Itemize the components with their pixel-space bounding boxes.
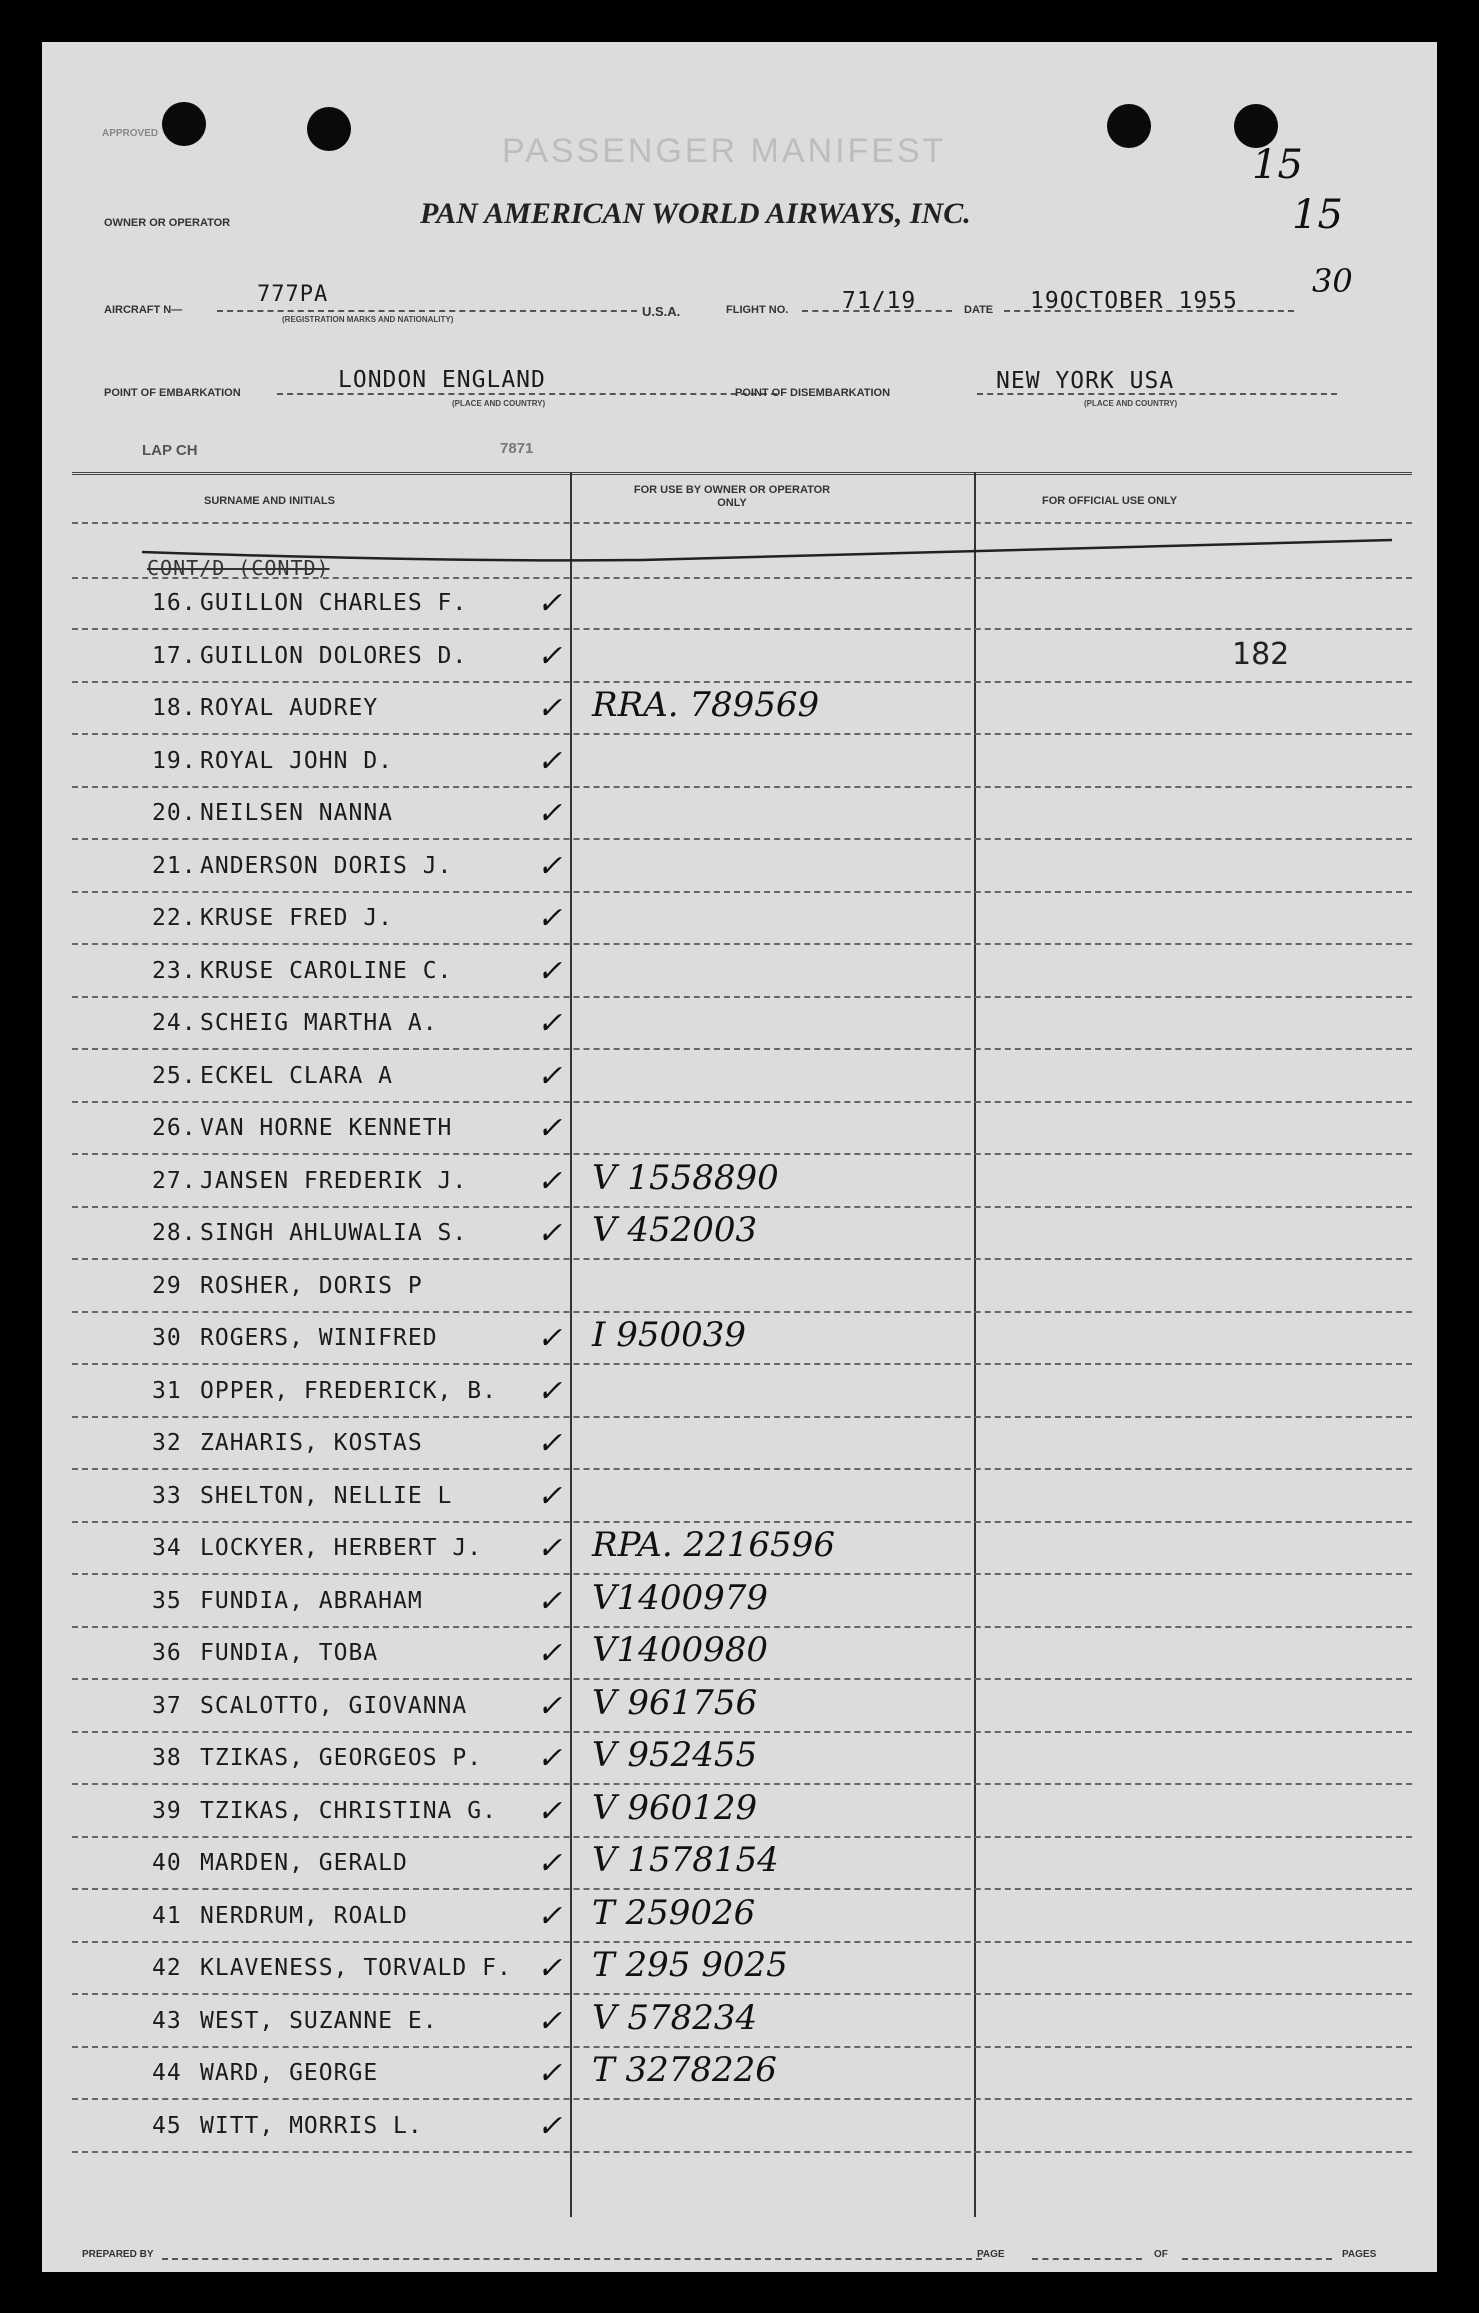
passenger-row bbox=[42, 1945, 1437, 2002]
owner-label: OWNER OR OPERATOR bbox=[104, 217, 231, 229]
passport-number: V1400979 bbox=[592, 1577, 768, 1618]
check-mark: ✓ bbox=[537, 1111, 563, 1146]
passenger-surname: WEST, SUZANNE E. bbox=[200, 2007, 438, 2034]
passenger-name bbox=[152, 1430, 423, 1456]
passenger-row bbox=[42, 952, 1437, 1005]
passenger-name bbox=[152, 643, 467, 669]
row-divider bbox=[72, 891, 1412, 893]
passenger-name bbox=[152, 1168, 467, 1194]
passenger-row bbox=[42, 1892, 1437, 1950]
passenger-surname: WARD, GEORGE bbox=[200, 2060, 379, 2086]
row-divider bbox=[72, 1206, 1412, 1208]
passenger-row bbox=[42, 1787, 1437, 1845]
row-divider bbox=[72, 1888, 1412, 1890]
passenger-row bbox=[42, 637, 1437, 690]
manifest-sheet bbox=[42, 42, 1437, 2272]
passenger-number: 38 bbox=[152, 1745, 182, 1771]
check-mark: ✓ bbox=[537, 691, 563, 726]
passenger-name bbox=[152, 1588, 423, 1614]
passenger-number: 39 bbox=[152, 1797, 182, 1824]
check-mark: ✓ bbox=[537, 1163, 563, 1199]
passenger-number: 27. bbox=[152, 1167, 197, 1194]
row-divider bbox=[72, 2151, 1412, 2153]
row-divider bbox=[72, 1941, 1412, 1943]
check-mark: ✓ bbox=[537, 1741, 563, 1776]
passenger-row bbox=[42, 2107, 1437, 2160]
disembarkation-value: NEW YORK USA bbox=[996, 368, 1175, 394]
check-mark: ✓ bbox=[537, 638, 563, 674]
passenger-surname: ROYAL AUDREY bbox=[200, 695, 379, 721]
passenger-surname: KRUSE CAROLINE C. bbox=[200, 957, 453, 984]
passenger-number: 32 bbox=[152, 1430, 182, 1456]
margin-mark-1: 15 bbox=[1252, 142, 1303, 188]
passport-number: V1400980 bbox=[592, 1630, 768, 1670]
passenger-number: 24. bbox=[152, 1010, 197, 1036]
passenger-row bbox=[42, 1109, 1437, 1162]
check-mark: ✓ bbox=[537, 953, 563, 989]
check-mark: ✓ bbox=[537, 743, 563, 779]
passport-number: RPA. 2216596 bbox=[592, 1525, 835, 1565]
passport-number: T 295 9025 bbox=[592, 1945, 788, 1985]
date-label: DATE bbox=[964, 304, 994, 316]
check-mark: ✓ bbox=[537, 1321, 563, 1356]
passenger-number: 16. bbox=[152, 590, 197, 616]
passenger-surname: LOCKYER, HERBERT J. bbox=[200, 1535, 483, 1561]
row-divider bbox=[72, 1731, 1412, 1733]
passenger-number: 41 bbox=[152, 1902, 182, 1929]
check-mark: ✓ bbox=[537, 2108, 563, 2144]
check-mark: ✓ bbox=[537, 1898, 563, 1934]
row-divider bbox=[72, 1468, 1412, 1470]
aircraft-label: AIRCRAFT N— bbox=[104, 304, 183, 316]
passenger-number: 33 bbox=[152, 1482, 182, 1509]
check-mark: ✓ bbox=[537, 1793, 563, 1829]
row-divider bbox=[72, 2046, 1412, 2048]
flight-number: 71/19 bbox=[842, 288, 917, 314]
passenger-name bbox=[152, 1220, 467, 1246]
punch-hole bbox=[162, 102, 206, 146]
check-mark: ✓ bbox=[537, 1426, 563, 1461]
row-divider bbox=[72, 1521, 1412, 1523]
passenger-surname: ROYAL JOHN D. bbox=[200, 747, 394, 774]
passenger-number: 31 bbox=[152, 1377, 182, 1404]
check-mark: ✓ bbox=[537, 1006, 563, 1041]
company-name: PAN AMERICAN WORLD AIRWAYS, INC. bbox=[420, 197, 971, 230]
passenger-number: 36 bbox=[152, 1640, 182, 1666]
passenger-number: 40 bbox=[152, 1850, 182, 1876]
passenger-surname: ROGERS, WINIFRED bbox=[200, 1325, 438, 1351]
aircraft-value: 777PA bbox=[257, 282, 329, 307]
passenger-row bbox=[42, 1267, 1437, 1320]
row-divider bbox=[72, 838, 1412, 840]
check-mark: ✓ bbox=[537, 1636, 563, 1671]
passenger-name bbox=[152, 1955, 512, 1981]
passenger-row bbox=[42, 847, 1437, 900]
passenger-row bbox=[42, 1477, 1437, 1530]
official-entry: 182 bbox=[1232, 636, 1290, 672]
passenger-name bbox=[152, 1745, 482, 1771]
check-mark: ✓ bbox=[537, 796, 563, 831]
passenger-name bbox=[152, 1483, 452, 1509]
passenger-row bbox=[42, 1577, 1437, 1635]
passenger-number: 19. bbox=[152, 747, 197, 774]
passenger-name bbox=[152, 1535, 482, 1561]
strike-stroke bbox=[142, 532, 1402, 572]
check-mark: ✓ bbox=[537, 1216, 563, 1251]
passenger-name bbox=[152, 800, 393, 826]
row-divider bbox=[72, 1416, 1412, 1418]
passenger-surname: NERDRUM, ROALD bbox=[200, 1902, 408, 1929]
row-divider bbox=[72, 1836, 1412, 1838]
row-divider bbox=[72, 996, 1412, 998]
passport-number: V 960129 bbox=[592, 1787, 758, 1828]
row-divider bbox=[72, 733, 1412, 735]
passenger-surname: FUNDIA, TOBA bbox=[200, 1640, 379, 1666]
passenger-surname: ZAHARIS, KOSTAS bbox=[200, 1430, 423, 1456]
passenger-surname: ANDERSON DORIS J. bbox=[200, 852, 453, 879]
check-mark: ✓ bbox=[537, 901, 563, 936]
row-divider bbox=[72, 1678, 1412, 1680]
check-mark: ✓ bbox=[537, 2003, 563, 2039]
passenger-row bbox=[42, 899, 1437, 952]
passenger-name bbox=[152, 853, 452, 879]
passenger-row bbox=[42, 742, 1437, 795]
passport-number: V 1558890 bbox=[592, 1157, 779, 1198]
check-mark: ✓ bbox=[537, 1478, 563, 1514]
column-owner-use: FOR USE BY OWNER OR OPERATOR ONLY bbox=[633, 484, 831, 509]
passenger-row bbox=[42, 1735, 1437, 1792]
passenger-name bbox=[152, 2008, 438, 2034]
form-title: PASSENGER MANIFEST bbox=[502, 132, 947, 170]
passenger-surname: ROSHER, DORIS P bbox=[200, 1272, 423, 1299]
check-mark: ✓ bbox=[537, 586, 563, 621]
passenger-row bbox=[42, 1315, 1437, 1372]
passenger-number: 22. bbox=[152, 905, 197, 931]
passenger-number: 30 bbox=[152, 1325, 182, 1351]
passenger-number: 25. bbox=[152, 1062, 197, 1089]
passenger-number: 26. bbox=[152, 1115, 197, 1141]
passenger-name bbox=[152, 1063, 393, 1089]
passenger-name bbox=[152, 905, 393, 931]
passenger-number: 44 bbox=[152, 2060, 182, 2086]
passenger-name bbox=[152, 748, 393, 774]
column-surname: SURNAME AND INITIALS bbox=[204, 495, 335, 507]
passenger-surname: TZIKAS, CHRISTINA G. bbox=[200, 1797, 497, 1824]
passenger-row bbox=[42, 584, 1437, 637]
row-divider bbox=[72, 1311, 1412, 1313]
passenger-surname: KRUSE FRED J. bbox=[200, 905, 394, 931]
pages-label: PAGES bbox=[1342, 2249, 1377, 2260]
passenger-surname: NEILSEN NANNA bbox=[200, 800, 394, 826]
check-mark: ✓ bbox=[537, 2056, 563, 2091]
passenger-row bbox=[42, 1682, 1437, 1740]
check-mark: ✓ bbox=[537, 1531, 563, 1566]
passenger-name bbox=[152, 1640, 378, 1666]
row-divider bbox=[72, 1048, 1412, 1050]
passenger-number: 35 bbox=[152, 1587, 182, 1614]
row-divider bbox=[72, 1993, 1412, 1995]
passenger-surname: SHELTON, NELLIE L bbox=[200, 1482, 453, 1509]
passenger-number: 20. bbox=[152, 800, 197, 826]
passenger-name bbox=[152, 2113, 423, 2139]
row-divider bbox=[72, 628, 1412, 630]
passenger-surname: FUNDIA, ABRAHAM bbox=[200, 1587, 423, 1614]
check-mark: ✓ bbox=[537, 1583, 563, 1619]
place-caption: (PLACE AND COUNTRY) bbox=[452, 399, 546, 408]
passenger-name bbox=[152, 1850, 408, 1876]
row-divider bbox=[72, 943, 1412, 945]
row-divider bbox=[72, 2098, 1412, 2100]
continued-label: CONT/D (CONTD) bbox=[147, 556, 330, 580]
punch-hole bbox=[1107, 104, 1151, 148]
of-label: OF bbox=[1154, 2249, 1168, 2260]
passenger-number: 29 bbox=[152, 1272, 182, 1299]
lap-label: LAP CH bbox=[142, 442, 198, 459]
passenger-number: 21. bbox=[152, 852, 197, 879]
row-divider bbox=[72, 1626, 1412, 1628]
check-mark: ✓ bbox=[537, 1951, 563, 1986]
passenger-number: 43 bbox=[152, 2007, 182, 2034]
check-mark: ✓ bbox=[537, 1058, 563, 1094]
punch-hole bbox=[307, 107, 351, 151]
passenger-name bbox=[152, 1903, 408, 1929]
passenger-row bbox=[42, 1057, 1437, 1110]
row-divider bbox=[72, 1363, 1412, 1365]
passport-number: V 578234 bbox=[592, 1997, 758, 2038]
prepared-by-label: PREPARED BY bbox=[82, 2249, 154, 2260]
passenger-name bbox=[152, 1115, 452, 1141]
passenger-number: 18. bbox=[152, 695, 197, 721]
row-divider bbox=[72, 681, 1412, 683]
passenger-number: 34 bbox=[152, 1535, 182, 1561]
passenger-surname: JANSEN FREDERIK J. bbox=[200, 1167, 468, 1194]
passenger-number: 23. bbox=[152, 957, 197, 984]
passport-number: V 952455 bbox=[592, 1735, 758, 1775]
passenger-surname: GUILLON DOLORES D. bbox=[200, 642, 468, 669]
passenger-surname: SCHEIG MARTHA A. bbox=[200, 1010, 438, 1036]
passenger-name bbox=[152, 1798, 497, 1824]
passenger-surname: GUILLON CHARLES F. bbox=[200, 590, 468, 616]
passenger-name bbox=[152, 1273, 423, 1299]
row-divider bbox=[72, 786, 1412, 788]
passenger-row bbox=[42, 685, 1437, 742]
check-mark: ✓ bbox=[537, 848, 563, 884]
registration-caption: (REGISTRATION MARKS AND NATIONALITY) bbox=[282, 315, 454, 324]
passenger-name bbox=[152, 2060, 378, 2086]
passenger-row bbox=[42, 1997, 1437, 2055]
lap-value: 7871 bbox=[500, 440, 534, 457]
column-official-use: FOR OFFICIAL USE ONLY bbox=[1042, 495, 1178, 507]
row-divider bbox=[72, 1101, 1412, 1103]
passenger-row bbox=[42, 1630, 1437, 1687]
flight-label: FLIGHT NO. bbox=[726, 304, 789, 316]
passenger-number: 17. bbox=[152, 642, 197, 669]
passenger-row bbox=[42, 1372, 1437, 1425]
passenger-number: 45 bbox=[152, 2112, 182, 2139]
passenger-row bbox=[42, 1840, 1437, 1897]
margin-mark-3: 30 bbox=[1312, 262, 1353, 300]
passport-number: V 452003 bbox=[592, 1210, 758, 1250]
row-divider bbox=[72, 1258, 1412, 1260]
passenger-surname: OPPER, FREDERICK, B. bbox=[200, 1377, 497, 1404]
passenger-number: 28. bbox=[152, 1220, 197, 1246]
place-caption: (PLACE AND COUNTRY) bbox=[1084, 399, 1178, 408]
row-divider bbox=[72, 1153, 1412, 1155]
margin-mark-2: 15 bbox=[1292, 192, 1343, 238]
check-mark: ✓ bbox=[537, 1373, 563, 1409]
passenger-number: 42 bbox=[152, 1955, 182, 1981]
embarkation-label: POINT OF EMBARKATION bbox=[104, 387, 241, 399]
passenger-surname: VAN HORNE KENNETH bbox=[200, 1115, 453, 1141]
passenger-number: 37 bbox=[152, 1692, 182, 1719]
passenger-name bbox=[152, 1010, 438, 1036]
passenger-name bbox=[152, 958, 452, 984]
passenger-surname: WITT, MORRIS L. bbox=[200, 2112, 423, 2139]
flight-date: 19OCTOBER 1955 bbox=[1030, 288, 1238, 314]
passenger-row bbox=[42, 1525, 1437, 1582]
passenger-row bbox=[42, 2050, 1437, 2107]
row-divider bbox=[72, 1783, 1412, 1785]
passenger-row bbox=[42, 1157, 1437, 1215]
passenger-name bbox=[152, 1378, 497, 1404]
passenger-row bbox=[42, 1424, 1437, 1477]
page-label: PAGE bbox=[977, 2249, 1005, 2260]
passenger-surname: SINGH AHLUWALIA S. bbox=[200, 1220, 468, 1246]
passenger-row bbox=[42, 1004, 1437, 1057]
passenger-name bbox=[152, 1693, 467, 1719]
passenger-name bbox=[152, 1325, 438, 1351]
passport-number: RRA. 789569 bbox=[592, 685, 820, 725]
check-mark: ✓ bbox=[537, 1846, 563, 1881]
passenger-row bbox=[42, 794, 1437, 847]
passenger-name bbox=[152, 695, 378, 721]
check-mark: ✓ bbox=[537, 1688, 563, 1724]
passport-number: T 259026 bbox=[592, 1892, 756, 1933]
passenger-surname: MARDEN, GERALD bbox=[200, 1850, 408, 1876]
passenger-row bbox=[42, 1210, 1437, 1267]
embarkation-value: LONDON ENGLAND bbox=[338, 367, 546, 393]
passport-number: T 3278226 bbox=[592, 2050, 777, 2090]
passenger-name bbox=[152, 590, 467, 616]
passenger-surname: KLAVENESS, TORVALD F. bbox=[200, 1955, 512, 1981]
usa-label: U.S.A. bbox=[642, 304, 681, 319]
disembarkation-label: POINT OF DISEMBARKATION bbox=[735, 387, 891, 399]
passport-number: V 1578154 bbox=[592, 1840, 779, 1880]
approval-stamp: APPROVED bbox=[102, 128, 159, 139]
row-divider bbox=[72, 1573, 1412, 1575]
passenger-surname: TZIKAS, GEORGEOS P. bbox=[200, 1745, 483, 1771]
passenger-surname: ECKEL CLARA A bbox=[200, 1062, 394, 1089]
passport-number: I 950039 bbox=[592, 1315, 747, 1355]
passport-number: V 961756 bbox=[592, 1682, 758, 1723]
passenger-surname: SCALOTTO, GIOVANNA bbox=[200, 1692, 468, 1719]
